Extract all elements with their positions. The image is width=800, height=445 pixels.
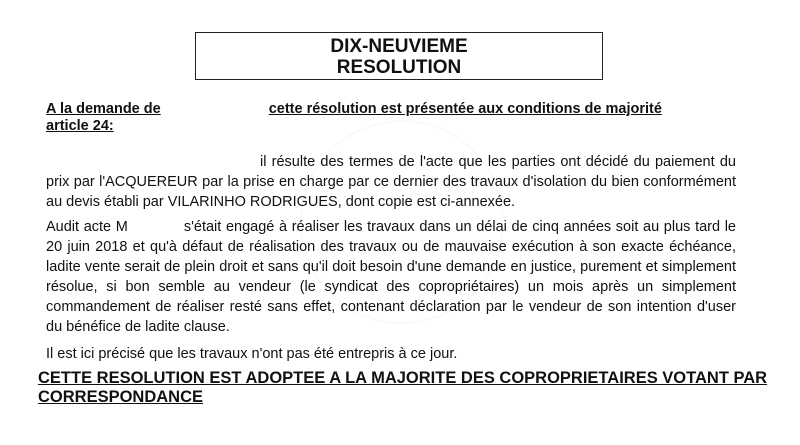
resolution-result: CETTE RESOLUTION EST ADOPTEE A LA MAJORITE DES COPROPRIETAIRES VOTANT PAR CORRESPONDANCE [38, 369, 768, 406]
majority-article: article 24: [46, 118, 114, 134]
paragraph-status: Il est ici précisé que les travaux n'ont pas été entrepris à ce jour. [46, 346, 458, 362]
request-prefix: A la demande de [46, 101, 161, 117]
paragraph-commitment [46, 217, 736, 337]
resolution-title-line2: RESOLUTION [336, 57, 462, 78]
paragraph-commitment-text: s'était engagé à réaliser les travaux dans un délai de cinq années soit au plus tard le 20 juin 2018 et qu'à défaut de réalisation des travaux ou de mauvaise exécution à son exacte échéance, ladite vente serait de plein droit et sans qu'il doit besoin d'une demande en justice, purement et simplement résolue, si bon semble au vendeur (le syndicat des copropriétaires) un mois après un simplement commandement de réaliser resté sans effet, contenant déclaration par le vendeur de son intention d'user du bénéfice de ladite clause. [46, 219, 736, 335]
resolution-title-box [195, 32, 603, 80]
paragraph-payment [46, 152, 736, 212]
paragraph-payment-text: il résulte des termes de l'acte que les parties ont décidé du paiement du prix par l'ACQUEREUR par la prise en charge par ce dernier des travaux d'isolation du bien conformément au devis établi par VILARINHO RODRIGUES, dont copie est ci-annexée. [46, 154, 736, 210]
request-statement [46, 101, 706, 135]
request-suffix: cette résolution est présentée aux conditions de majorité [268, 101, 662, 117]
paragraph-commitment-start: Audit acte M [46, 219, 128, 235]
resolution-title-line1: DIX-NEUVIEME [330, 36, 468, 57]
